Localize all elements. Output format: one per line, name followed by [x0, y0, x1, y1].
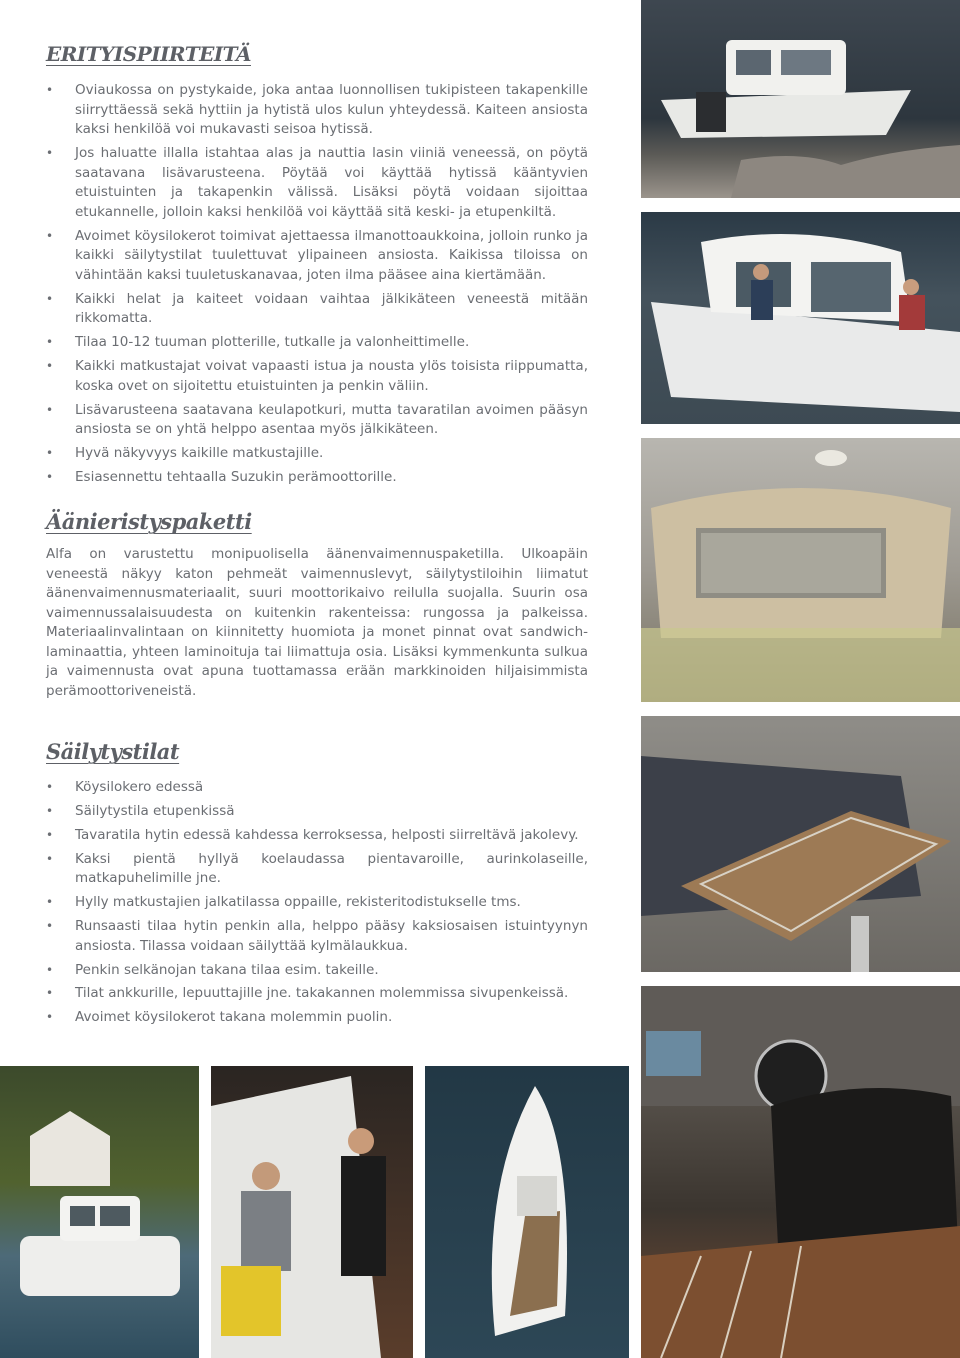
list-item: • Kaksi pientä hyllyä koelaudassa pientavaroille, aurinkolaseille, matkapuhelimille jne.	[46, 850, 588, 889]
list-item: • Kaikki helat ja kaiteet voidaan vaihtaa jälkikäteen veneestä mitään rikkomatta.	[46, 290, 588, 329]
soundproofing-heading: Äänieristyspaketti	[46, 509, 252, 534]
list-item: • Esiasennettu tehtaalla Suzukin perämoottorille.	[46, 468, 588, 488]
aerial-boat-photo	[425, 1066, 629, 1358]
list-item: • Hyvä näkyvyys kaikille matkustajille.	[46, 444, 588, 464]
list-item: • Säilytystila etupenkissä	[46, 802, 588, 822]
list-item: • Hylly matkustajien jalkatilassa oppaille, rekisteritodistukselle tms.	[46, 893, 588, 913]
boat-on-water-photo	[641, 0, 960, 198]
family-boarding-photo	[211, 1066, 413, 1358]
list-item: • Kaikki matkustajat voivat vapaasti istua ja nousta ylös toisista riippumatta, koska ovet on sijoitettu etuistuinten ja penkin väliin.	[46, 357, 588, 396]
list-item: • Köysilokero edessä	[46, 778, 588, 798]
list-item: • Penkin selkänojan takana tilaa esim. takeille.	[46, 961, 588, 981]
soundproofing-paragraph: Alfa on varustettu monipuolisella äänenvaimennuspaketilla. Ulkoapäin veneestä näkyy katon pehmeät vaimennuslevyt, säilytystiloihin liimatut äänenvaimennusmateriaalit, suuri moottorikaivo reilulla suojalla. Suurin osa vaimennussalaisuudesta on kuitenkin rakenteissa: rungossa ja palkeissa. Materiaalinvalintaan on kiinnitetty huomiota ja monet pinnat ovat sandwich-laminaattia, yhteen laminoituja tai liimattuja osia. Lisäksi kymmenkunta sulkua ja vaimennusta ovat apuna tuottamassa erään markkinoiden hiljaisimmista perämoottoriveneistä.	[46, 546, 588, 699]
passengers-on-deck-photo	[641, 212, 960, 424]
list-item: • Lisävarusteena saatavana keulapotkuri, mutta tavaratilan avoimen pääsyn ansiosta se on yhtä helppo asentaa myös jälkikäteen.	[46, 401, 588, 440]
cabin-ceiling-hatch-photo	[641, 438, 960, 702]
list-item: • Avoimet köysilokerot toimivat ajettaessa ilmanottoaukkoina, jolloin runko ja kaikki säilytystilat tuulettuvat ylipaineen ansiosta. Kaikissa tiloissa on vähintään kaksi tuuletuskanavaa, joten ilma pääsee aina kiertämään.	[46, 227, 588, 286]
features-heading: ERITYISPIIRTEITÄ	[46, 42, 251, 66]
boat-near-house-photo	[0, 1066, 199, 1358]
storage-list	[46, 778, 588, 1032]
list-item: • Oviaukossa on pystykaide, joka antaa luonnollisen tukipisteen takapenkille siirryttäessä sekä hyttiin ja hytistä ulos kulun yhteydessä. Kaiteen ansiosta kaksi henkilöä voi mukavasti seisoa hytissä.	[46, 81, 588, 140]
list-item: • Tilaa 10-12 tuuman plotterille, tutkalle ja valonheittimelle.	[46, 333, 588, 353]
features-list	[46, 81, 588, 492]
cabin-table-photo	[641, 716, 960, 972]
list-item: • Avoimet köysilokerot takana molemmin puolin.	[46, 1008, 588, 1028]
list-item: • Jos haluatte illalla istahtaa alas ja nauttia lasin viiniä veneessä, on pöytä saatavana lisävarusteena. Pöytää voi käyttää hytissä kääntyvien etuistuinten ja takapenkin välissä. Lisäksi pöytä voidaan sijoittaa etukannelle, jolloin kaksi henkilöä voi käyttää sitä keski- ja etupenkiltä.	[46, 144, 588, 222]
storage-heading: Säilytystilat	[46, 739, 180, 764]
list-item: • Tilat ankkurille, lepuuttajille jne. takakannen molemmissa sivupenkeissä.	[46, 984, 588, 1004]
list-item: • Tavaratila hytin edessä kahdessa kerroksessa, helposti siirreltävä jakolevy.	[46, 826, 588, 846]
helm-seat-photo	[641, 986, 960, 1358]
list-item: • Runsaasti tilaa hytin penkin alla, helppo pääsy kaksiosaisen istuintyynyn ansiosta. Tilassa voidaan säilyttää kylmälaukkua.	[46, 917, 588, 956]
